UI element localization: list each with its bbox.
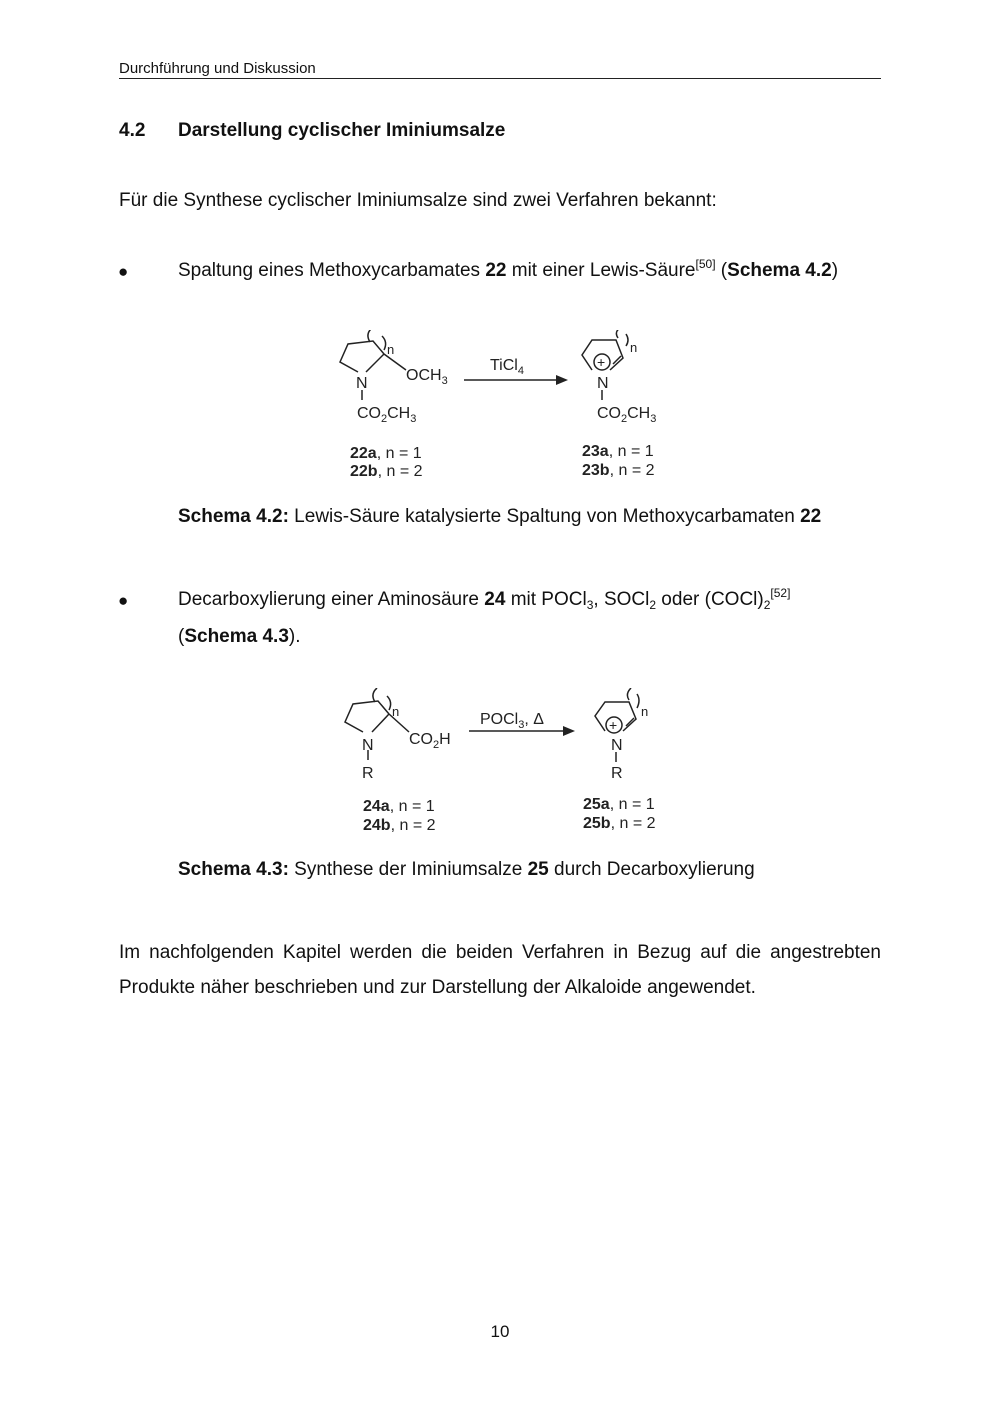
product-label-b: 23b, n = 2 bbox=[582, 462, 655, 479]
reaction-arrow-head bbox=[556, 375, 568, 385]
plus-charge-sign: + bbox=[609, 717, 618, 733]
caption-compound-4-3: 25 bbox=[527, 859, 549, 880]
start-label-b: 24b, n = 2 bbox=[363, 817, 436, 834]
ring-size-label: n bbox=[387, 342, 395, 357]
prod-ring-bracket-left bbox=[627, 688, 631, 700]
bullet-1-compound: 22 bbox=[485, 260, 507, 281]
product-ring-size-label: n bbox=[630, 340, 638, 355]
scheme-4-3 bbox=[335, 688, 695, 848]
ring-bracket-left bbox=[368, 330, 372, 342]
bullet-2-text: Decarboxylierung einer Aminosäure bbox=[178, 589, 485, 610]
bullet-2-sub-3: 2 bbox=[763, 598, 771, 612]
reagent-label: POCl$_3$, Δ bbox=[480, 711, 544, 731]
product-nitrogen-label: N bbox=[597, 375, 609, 392]
plus-charge-sign: + bbox=[597, 354, 606, 370]
n-substituent-r: R bbox=[362, 765, 374, 782]
caption-label-4-3: Schema 4.3: bbox=[178, 859, 289, 880]
bullet-2-text-mid: mit POCl bbox=[505, 589, 587, 610]
start-label-a: 24a, n = 1 bbox=[363, 798, 435, 815]
bullet-2-reference: [52] bbox=[770, 586, 791, 600]
start-label-b: 22b, n = 2 bbox=[350, 463, 423, 480]
ring-bonds-start bbox=[345, 701, 389, 732]
caption-end-4-3: durch Decarboxylierung bbox=[548, 859, 755, 880]
section-number: 4.2 bbox=[119, 120, 146, 141]
product-ring-size-label: n bbox=[641, 704, 649, 719]
page-number: 10 bbox=[490, 1322, 510, 1341]
ring-bracket-right bbox=[387, 696, 391, 710]
caption-text-4-2: Lewis-Säure katalysierte Spaltung von Methoxycarbamaten bbox=[288, 506, 801, 527]
ring-bracket-right bbox=[382, 336, 386, 350]
bullet-2-scheme-ref: Schema 4.3 bbox=[184, 626, 289, 647]
reaction-arrow-head bbox=[563, 726, 575, 736]
product-label-a: 25a, n = 1 bbox=[583, 796, 655, 813]
caption-compound-4-2: 22 bbox=[800, 506, 822, 527]
bullet-2-compound: 24 bbox=[484, 589, 506, 610]
start-label-a: 22a, n = 1 bbox=[350, 445, 422, 462]
ring-bond-c2-n bbox=[366, 354, 384, 372]
scheme-4-2-caption bbox=[178, 506, 821, 528]
caption-text-4-3: Synthese der Iminiumsalze bbox=[288, 859, 528, 880]
ring-bracket-left bbox=[373, 688, 377, 702]
bullet-1-open-paren: ( bbox=[715, 260, 728, 281]
prod-ring-bracket-right bbox=[637, 694, 639, 708]
bullet-2-sub-2: 2 bbox=[649, 598, 657, 612]
bullet-2-text-mid3: oder (COCl) bbox=[656, 589, 764, 610]
nitrogen-atom-label: N bbox=[362, 737, 374, 754]
product-carbamate-group: $CO_2CH_3$ bbox=[597, 405, 657, 425]
nitrogen-atom-label: N bbox=[356, 375, 368, 392]
ring-bonds-start bbox=[340, 341, 384, 372]
bullet-dot-2: ● bbox=[118, 591, 129, 610]
bullet-2-sub-1: 3 bbox=[586, 598, 594, 612]
product-n-substituent-r: R bbox=[611, 765, 623, 782]
intro-paragraph: Für die Synthese cyclischer Iminiumsalze sind zwei Verfahren bekannt: bbox=[119, 190, 717, 211]
methoxy-group: $OCH_3$ bbox=[406, 367, 448, 387]
product-label-b: 25b, n = 2 bbox=[583, 815, 656, 832]
scheme-4-3-caption bbox=[178, 859, 755, 881]
bullet-2-close-paren: ). bbox=[288, 626, 301, 647]
bullet-1-text: Spaltung eines Methoxycarbamates bbox=[178, 260, 486, 281]
bullet-1-scheme-ref: Schema 4.2 bbox=[727, 260, 832, 281]
prod-ring-bracket-right bbox=[626, 334, 628, 346]
bullet-1-reference: [50] bbox=[695, 257, 716, 271]
carboxyl-group: $CO_2H$ bbox=[409, 731, 451, 751]
scheme-4-2 bbox=[330, 330, 690, 490]
product-label-a: 23a, n = 1 bbox=[582, 443, 654, 460]
reagent-label: TiCl$_4$ bbox=[490, 357, 524, 377]
bullet-2-text-mid2: , SOCl bbox=[593, 589, 650, 610]
scheme-4-2-drawing bbox=[330, 330, 690, 490]
ring-size-label: n bbox=[392, 704, 400, 719]
running-header bbox=[119, 60, 881, 79]
prod-ring-bracket-left bbox=[616, 330, 620, 338]
section-title: Darstellung cyclischer Iminiumsalze bbox=[178, 120, 506, 141]
bullet-1-close-paren: ) bbox=[831, 260, 839, 281]
caption-label-4-2: Schema 4.2: bbox=[178, 506, 289, 527]
bullet-2-open-paren: ( bbox=[178, 626, 185, 647]
bullet-item-1 bbox=[178, 253, 838, 290]
scheme-4-3-drawing bbox=[335, 688, 695, 848]
bullet-1-text-mid: mit einer Lewis-Säure bbox=[506, 260, 696, 281]
carbamate-group: $CO_2CH_3$ bbox=[357, 405, 417, 425]
closing-paragraph: Im nachfolgenden Kapitel werden die beiden Verfahren in Bezug auf die angestrebten Produkte näher beschrieben und zur Darstellung der Alkaloide angewendet. bbox=[119, 942, 881, 998]
product-nitrogen-label: N bbox=[611, 737, 623, 754]
bullet-item-2 bbox=[178, 582, 881, 654]
ring-bond-c2-n bbox=[372, 714, 389, 732]
running-header-text: Durchführung und Diskussion bbox=[119, 60, 316, 77]
bullet-dot-1: ● bbox=[118, 262, 129, 281]
